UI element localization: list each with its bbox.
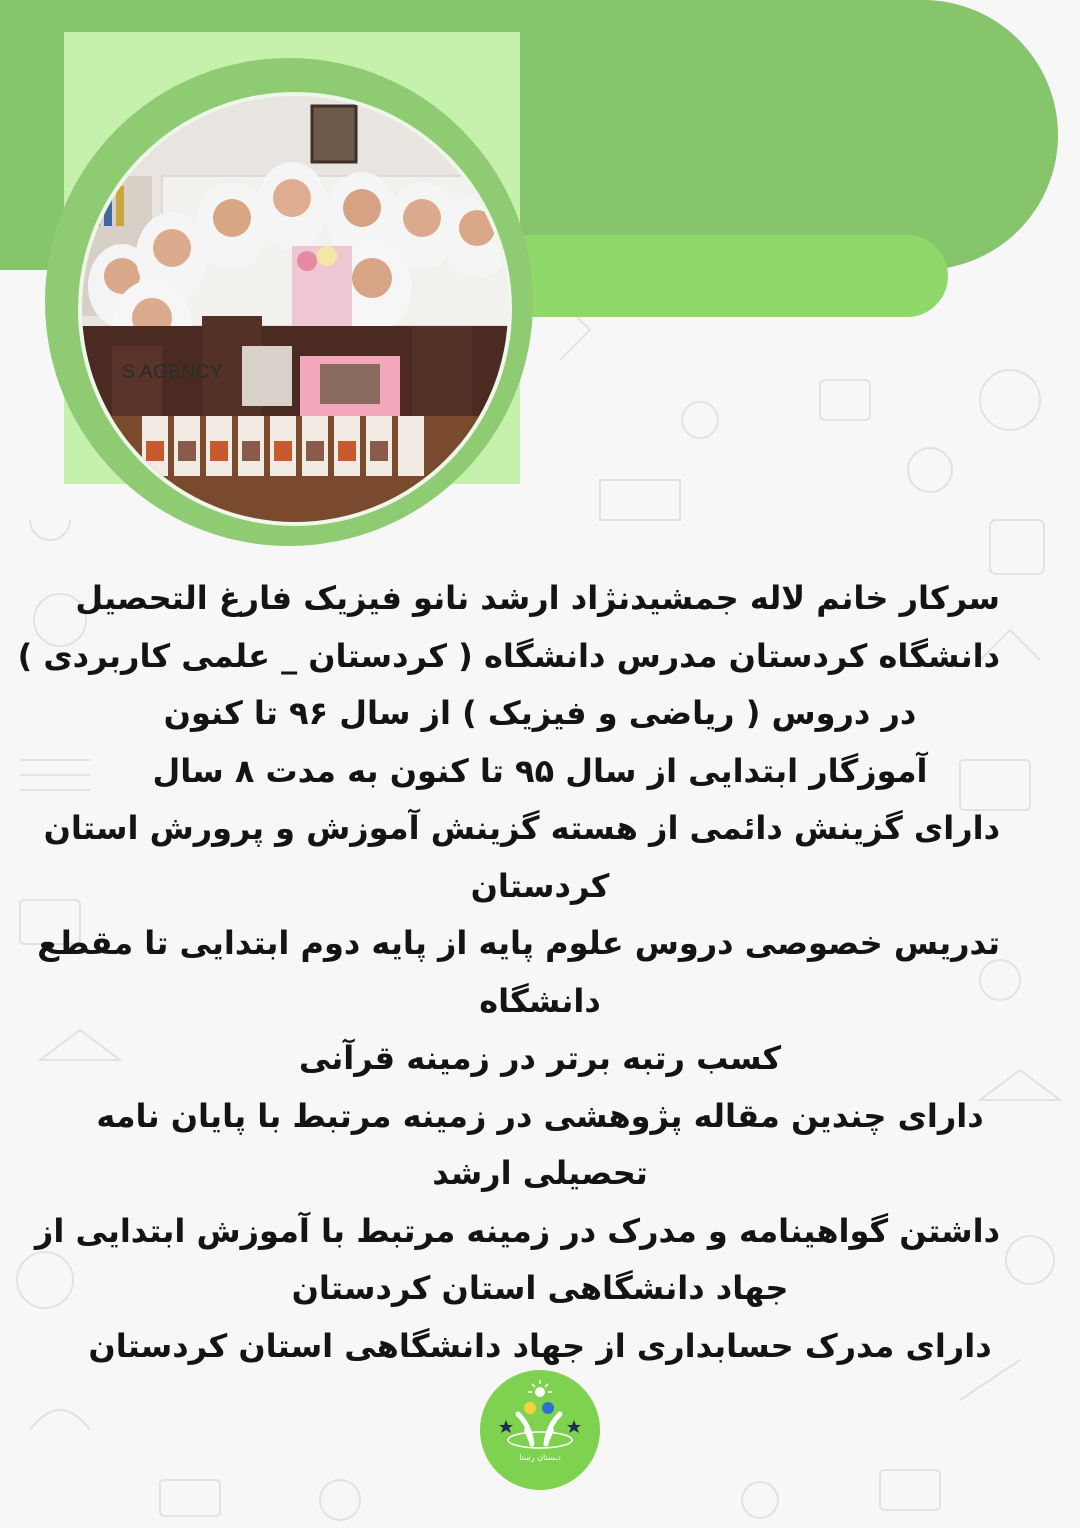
middle-green-banner <box>470 235 948 317</box>
bio-line: دارای گزینش دائمی از هسته گزینش آموزش و پرورش استان <box>43 809 1000 847</box>
bio-text-block <box>17 570 1000 1375</box>
bio-line: آموزگار ابتدایی از سال ۹۵ تا کنون به مدت ۸ سال <box>152 751 928 790</box>
bio-line: دارای چندین مقاله پژوهشی در زمینه مرتبط با پایان نامه <box>96 1096 984 1135</box>
bio-line: کسب رتبه برتر در زمینه قرآنی <box>298 1039 782 1077</box>
classroom-photo-illustration <box>82 96 508 522</box>
bio-line: سرکار خانم لاله جمشیدنژاد ارشد نانو فیزیک فارغ التحصیل <box>75 579 1000 617</box>
classroom-photo <box>78 92 512 526</box>
bio-line: دارای مدرک حسابداری از جهاد دانشگاهی استان کردستان <box>88 1326 992 1365</box>
bio-line: داشتن گواهینامه و مدرک در زمینه مرتبط با آموزش ابتدایی از <box>34 1211 1000 1250</box>
bio-line: کردستان <box>470 866 610 905</box>
school-logo <box>480 1370 600 1490</box>
bio-line: تدریس خصوصی دروس علوم پایه از پایه دوم ابتدایی تا مقطع <box>37 924 1000 962</box>
bio-line: در دروس ( ریاضی و فیزیک ) از سال ۹۶ تا کنون <box>163 694 917 732</box>
photo-caption: S AGENCY <box>122 362 224 383</box>
children-stars-logo-icon <box>480 1370 600 1490</box>
bio-line: دانشگاه <box>479 981 601 1020</box>
bio-line: دانشگاه کردستان مدرس دانشگاه ( کردستان _ علمی کاربردی ) <box>17 636 1000 675</box>
bio-line: جهاد دانشگاهی استان کردستان <box>291 1269 789 1307</box>
bio-line: تحصیلی ارشد <box>432 1154 648 1192</box>
logo-caption: دبستان رستا <box>519 1453 561 1462</box>
